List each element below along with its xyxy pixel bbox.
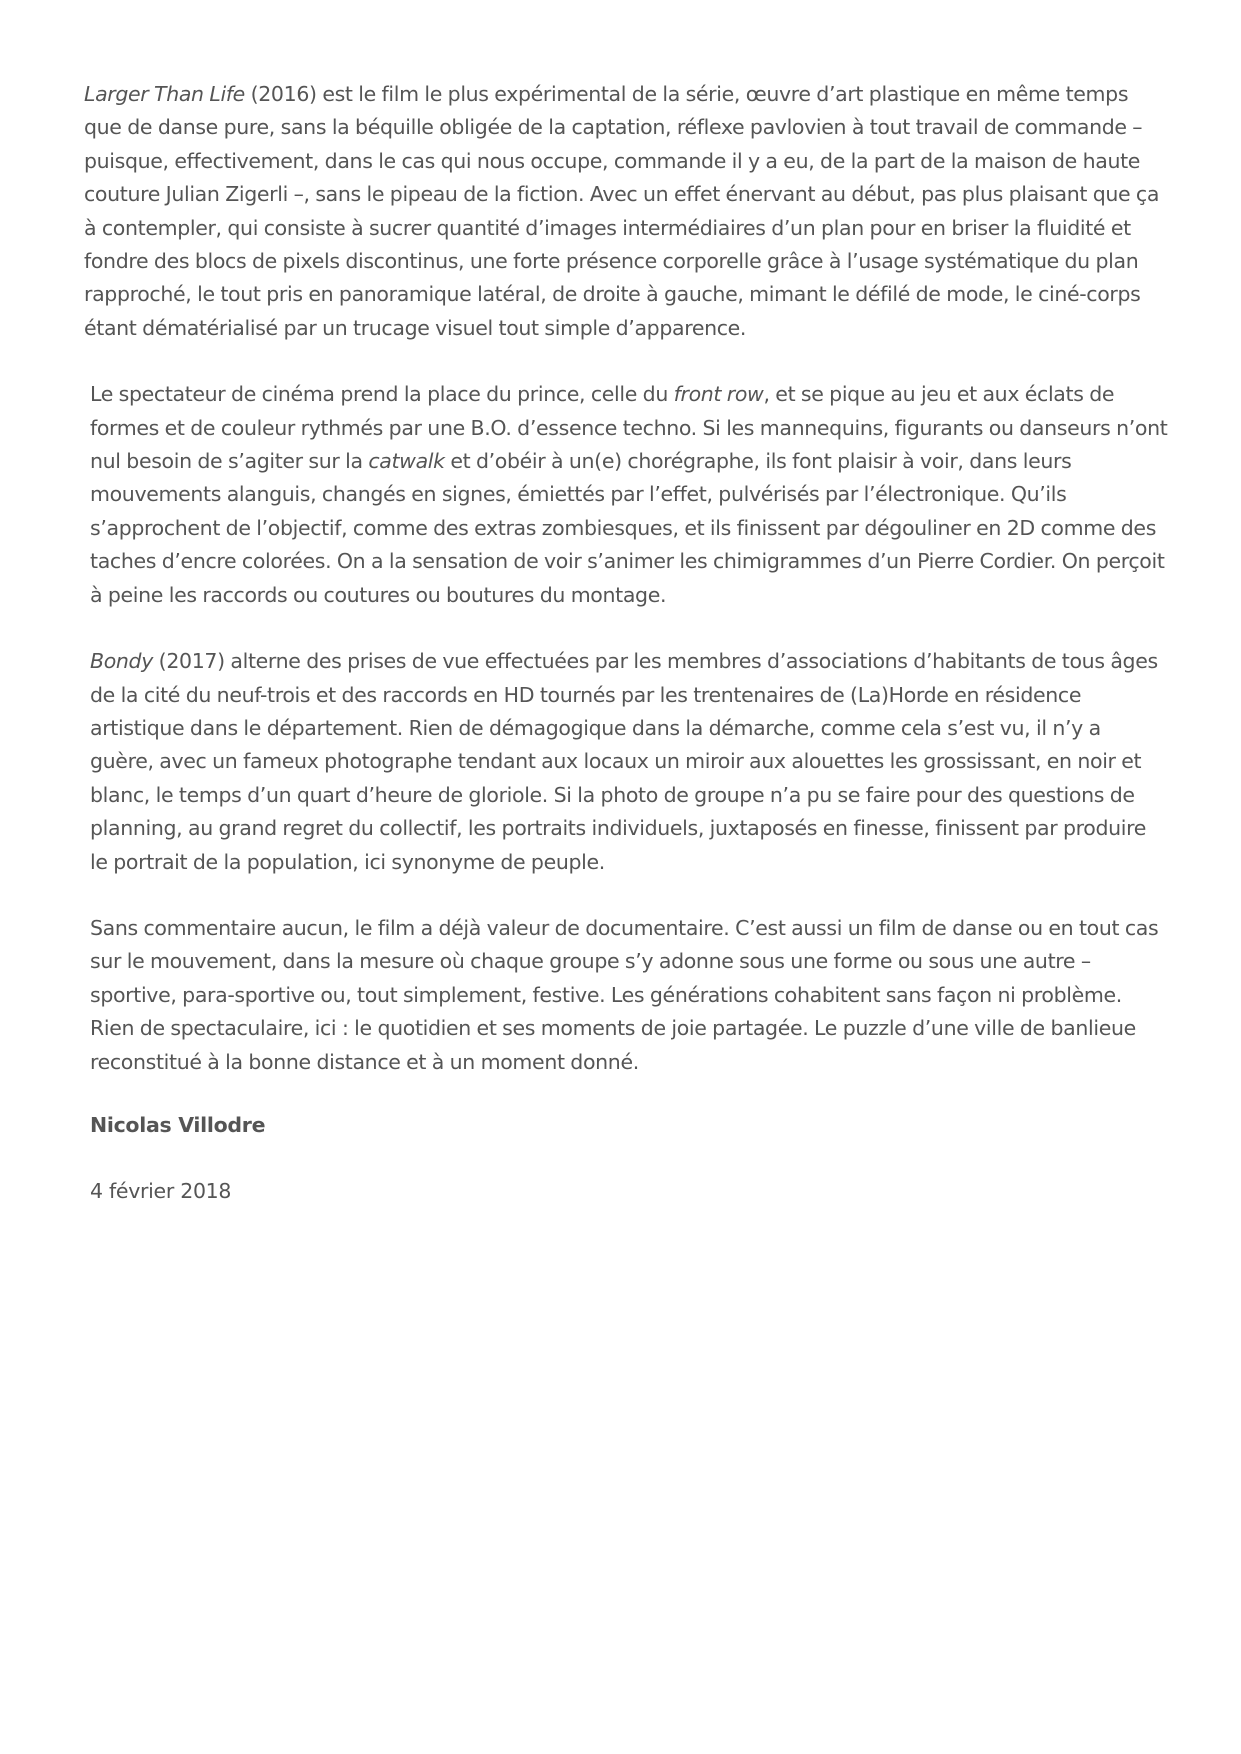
paragraph-text: (2017) alterne des prises de vue effectuées par les membres d’associations d’habitants de tous âges de la cité du neuf-trois et des raccords en HD tournés par les trentenaires de (La)Horde en résidence artistique dans le département. Rien de démagogique dans la démarche, comme cela s’est vu, il n’y a guère, avec un fameux photographe tendant aux locaux un miroir aux alouettes les grossissant, en noir et blanc, le temps d’un quart d’heure de gloriole. Si la photo de groupe n’a pu se faire pour des questions de planning, au grand regret du collectif, les portraits individuels, juxtaposés en finesse, finissent par produire le portrait de la population, ici synonyme de peuple. [90, 649, 1158, 874]
paragraph-bondy [84, 645, 1169, 879]
article-body [84, 78, 1169, 1208]
term-catwalk: catwalk [368, 449, 445, 474]
paragraph-larger-than-life [84, 78, 1169, 345]
film-title-bondy: Bondy [90, 649, 153, 674]
paragraph-text: Le spectateur de cinéma prend la place du prince, celle du [90, 382, 674, 407]
paragraph-text: (2016) est le film le plus expérimental de la série, œuvre d’art plastique en même temps que de danse pure, sans la béquille obligée de la captation, réflexe pavlovien à tout travail de commande – puisque, effectivement, dans le cas qui nous occupe, commande il y a eu, de la part de la maison de haute couture Julian Zigerli –, sans le pipeau de la fiction. Avec un effet énervant au début, pas plus plaisant que ça à contempler, qui consiste à sucrer quantité d’images intermédiaires d’un plan pour en briser la fluidité et fondre des blocs de pixels discontinus, une forte présence corporelle grâce à l’usage systématique du plan rapproché, le tout pris en panoramique latéral, de droite à gauche, mimant le défilé de mode, le ciné-corps étant dématérialisé par un trucage visuel tout simple d’apparence. [84, 82, 1160, 340]
publication-date: 4 février 2018 [90, 1178, 232, 1203]
film-title-larger-than-life: Larger Than Life [84, 82, 245, 106]
term-front-row: front row [673, 382, 764, 407]
paragraph-text: , et se pique au jeu et aux éclats de formes et de couleur rythmés par une B.O. d’essence techno. Si les mannequins, figurants ou danseurs n’ont nul besoin de s’agiter sur la [90, 382, 1168, 474]
author-name: Nicolas Villodre [90, 1112, 266, 1137]
paragraph-sans-commentaire [84, 912, 1169, 1079]
paragraph-spectateur [84, 378, 1169, 612]
paragraph-text: Sans commentaire aucun, le film a déjà valeur de documentaire. C’est aussi un film de danse ou en tout cas sur le mouvement, dans la mesure où chaque groupe s’y adonne sous une forme ou sous une autre – sportive, para-sportive ou, tout simplement, festive. Les générations cohabitent sans façon ni problème. Rien de spectaculaire, ici : le quotidien et ses moments de joie partagée. Le puzzle d’une ville de banlieue reconstitué à la bonne distance et à un moment donné. [90, 915, 1159, 1074]
paragraph-text: et d’obéir à un(e) chorégraphe, ils font plaisir à voir, dans leurs mouvements alanguis, changés en signes, émiettés par l’effet, pulvérisés par l’électronique. Qu’ils s’approchent de l’objectif, comme des extras zombiesques, et ils finissent par dégouliner en 2D comme des taches d’encre colorées. On a la sensation de voir s’animer les chimigrammes d’un Pierre Cordier. On perçoit à peine les raccords ou coutures ou boutures du montage. [90, 449, 1165, 607]
